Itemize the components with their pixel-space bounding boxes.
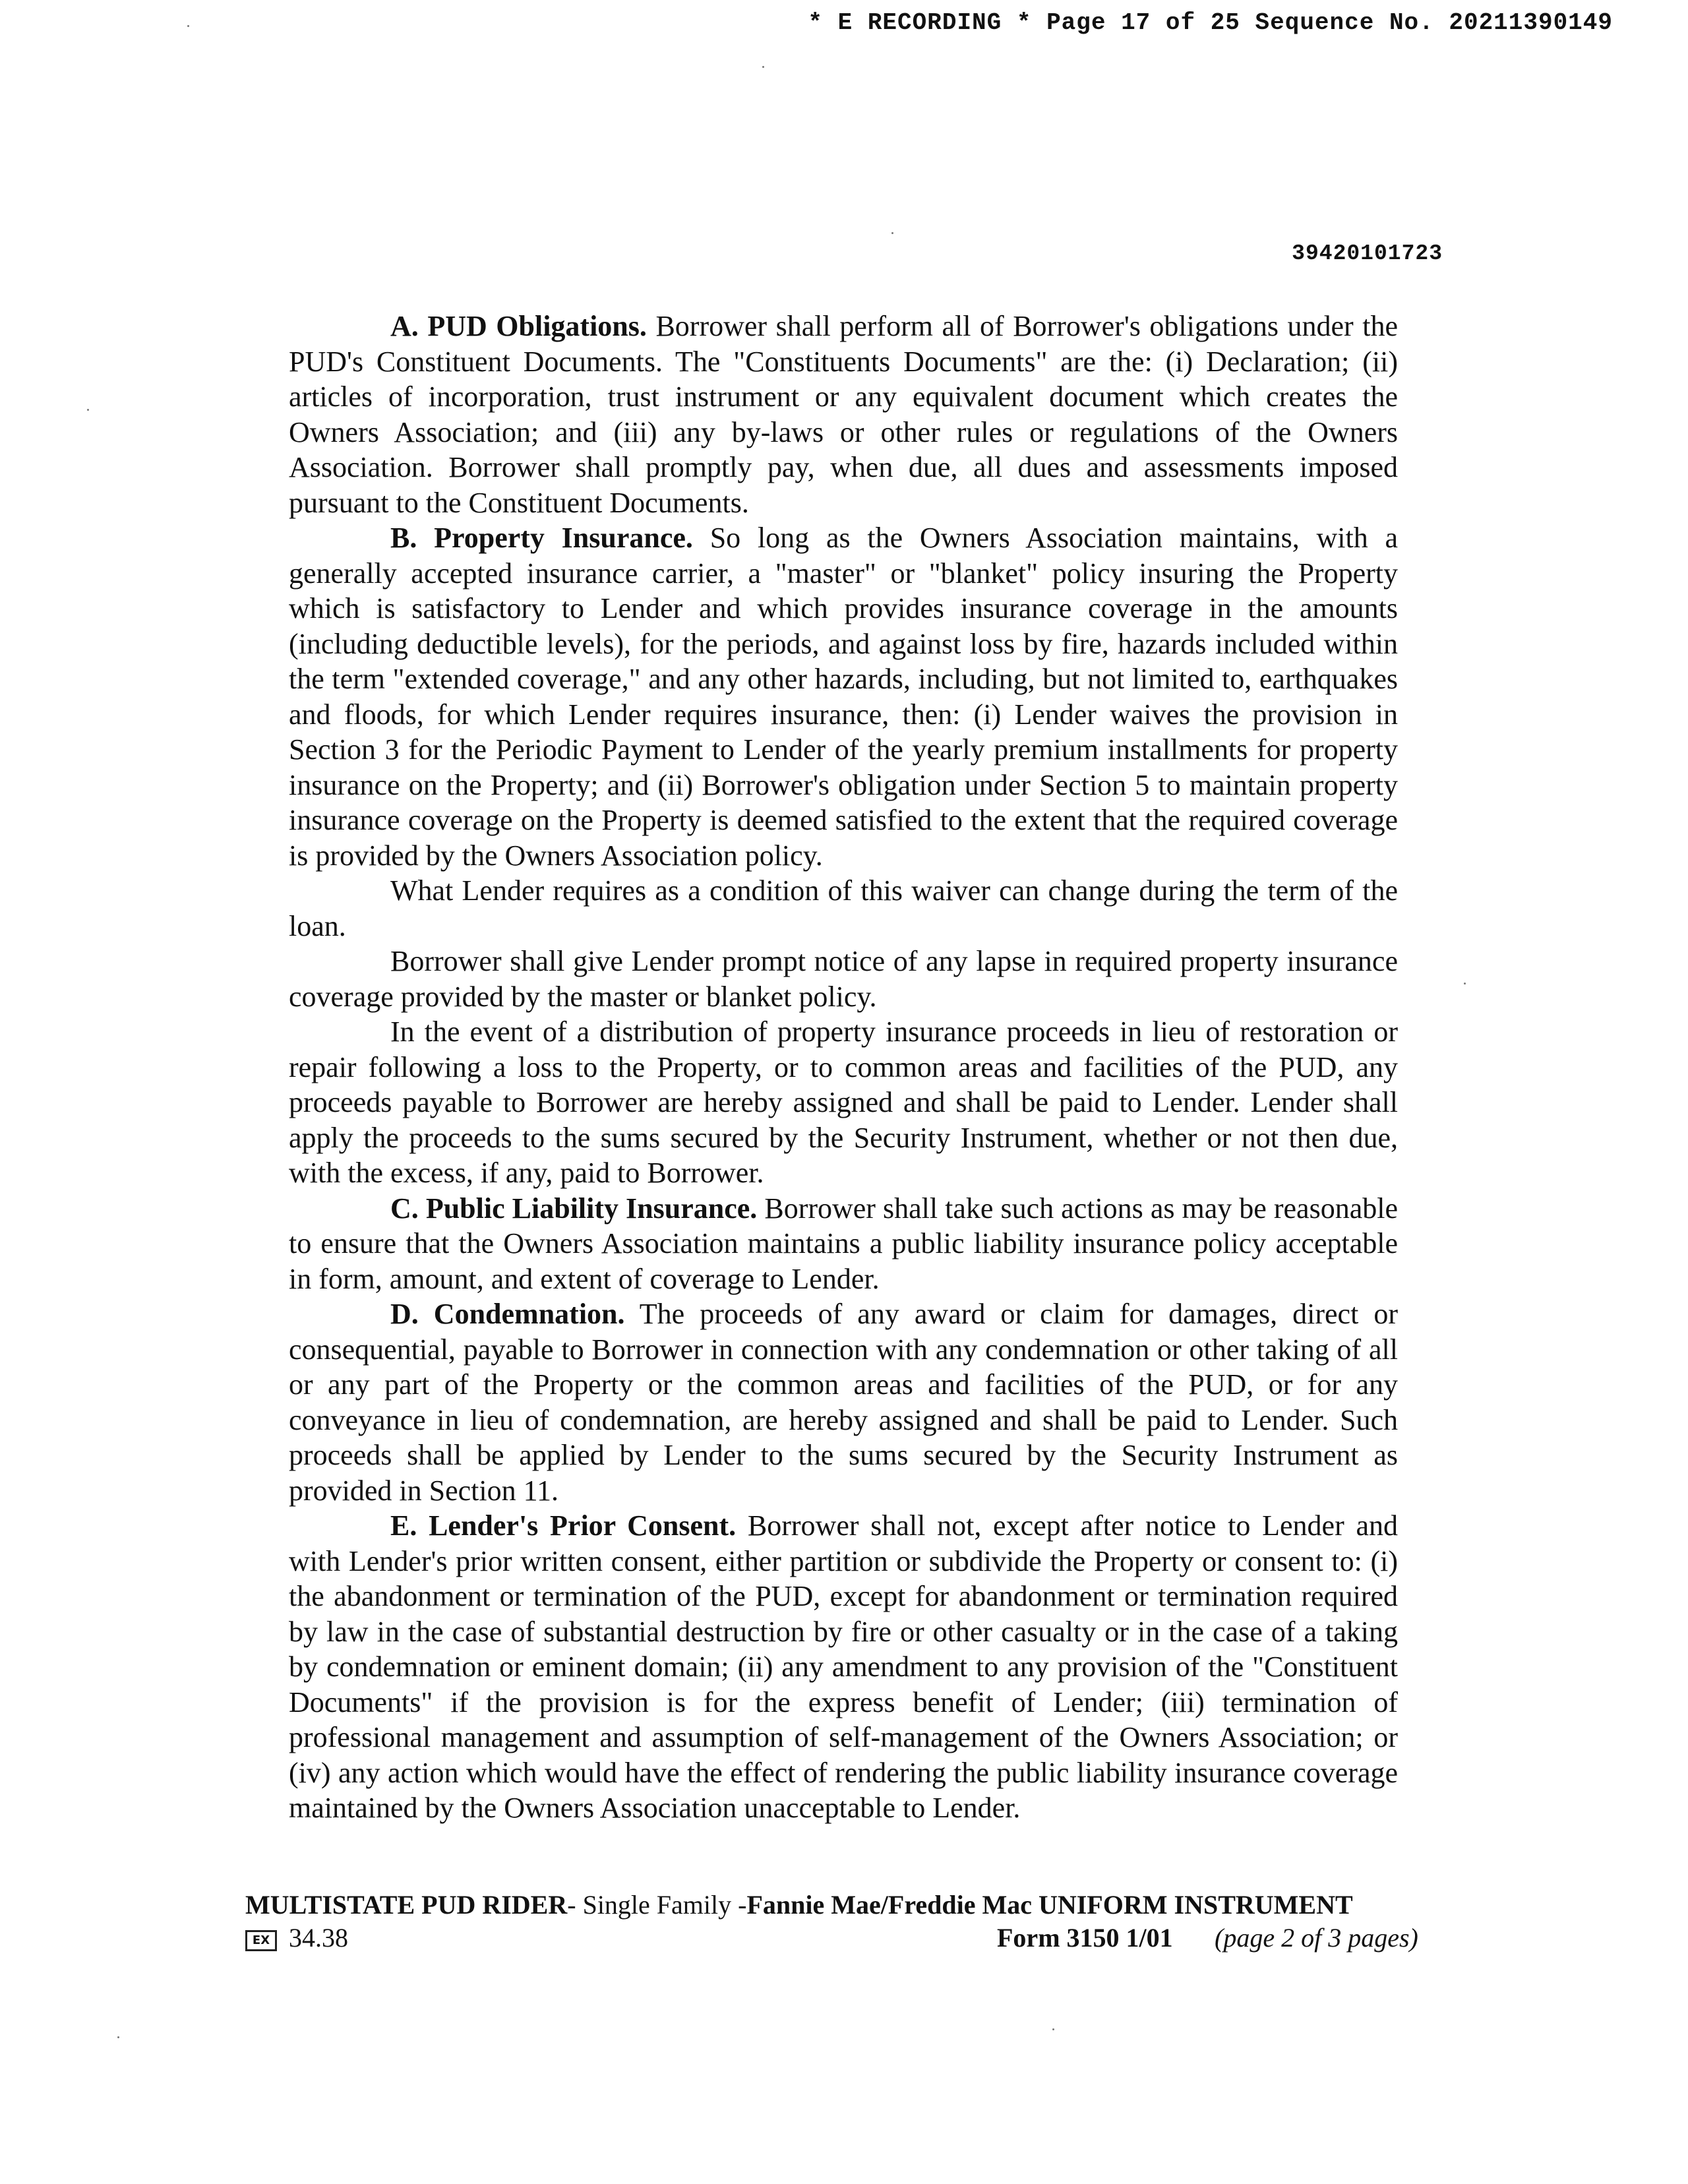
- footer-title-part-2: - Single Family -: [567, 1890, 747, 1920]
- scan-speck: [117, 2036, 119, 2038]
- scan-speck: [891, 232, 893, 234]
- section-e-heading: E. Lender's Prior Consent.: [390, 1509, 737, 1542]
- scan-speck: [87, 409, 89, 411]
- section-b-heading: B. Property Insurance.: [390, 522, 693, 554]
- section-b-paragraph: [289, 520, 1398, 873]
- section-a-heading: A. PUD Obligations.: [390, 310, 647, 342]
- section-c-paragraph: [289, 1191, 1398, 1297]
- section-d-paragraph: [289, 1296, 1398, 1508]
- footer-title-part-1: MULTISTATE PUD RIDER: [245, 1890, 568, 1920]
- section-b-proceeds-paragraph: In the event of a distribution of property insurance proceeds in lieu of restoration or repair following a loss to the Property, or to common areas and facilities of the PUD, any proceeds payable to Borrower are hereby assigned and shall be paid to Lender. Lender shall apply the proceeds to the sums secured by the Security Instrument, whether or not then due, with the excess, if any, paid to Borrower.: [289, 1016, 1398, 1189]
- scan-speck: [1464, 983, 1466, 985]
- scan-speck: [762, 66, 764, 68]
- footer-title: [245, 1889, 1451, 1922]
- section-c-text: Borrower shall take such actions as may be reasonable to ensure that the Owners Association maintains a public liability insurance policy acceptable in form, amount, and extent of coverage to Lender.: [289, 1192, 1398, 1295]
- form-version: 34.38: [289, 1923, 348, 1953]
- rider-body: [289, 309, 1398, 1826]
- section-b-waiver-paragraph: What Lender requires as a condition of this waiver can change during the term of the loan.: [289, 874, 1398, 942]
- section-c-heading: C. Public Liability Insurance.: [390, 1192, 758, 1225]
- form-id: Form 3150 1/01: [997, 1923, 1173, 1953]
- footer-title-part-3: Fannie Mae/Freddie Mac UNIFORM INSTRUMENT: [746, 1890, 1353, 1920]
- page-info: (page 2 of 3 pages): [1215, 1923, 1418, 1953]
- section-b-notice-paragraph: Borrower shall give Lender prompt notice of any lapse in required property insurance coverage provided by the master or blanket policy.: [289, 945, 1398, 1013]
- recording-stamp: * E RECORDING * Page 17 of 25 Sequence No. 20211390149: [808, 9, 1613, 36]
- section-e-text: Borrower shall not, except after notice to Lender and with Lender's prior written consent, either partition or subdivide the Property or consent to: (i) the abandonment or termination of the PUD, except for abandonment or termination required by law in the case of substantial destruction by fire or other casualty or in the case of a taking by condemnation or eminent domain; (ii) any amendment to any provision of the "Constituent Documents" if the provision is for the express benefit of Lender; (iii) termination of professional management and assumption of self-management of the Owners Association; or (iv) any action which would have the effect of rendering the public liability insurance coverage maintained by the Owners Association unacceptable to Lender.: [289, 1509, 1398, 1824]
- document-number: 39420101723: [1292, 241, 1443, 266]
- section-d-text: The proceeds of any award or claim for damages, direct or consequential, payable to Borrower in connection with any condemnation or other taking of all or any part of the Property or the common areas and facilities of the PUD, or for any conveyance in lieu of condemnation, are hereby assigned and shall be paid to Lender. Such proceeds shall be applied by Lender to the sums secured by the Security Instrument as provided in Section 11.: [289, 1298, 1398, 1507]
- scan-speck: [187, 25, 189, 27]
- ex-form-icon: EX: [245, 1930, 277, 1951]
- form-footer: [245, 1889, 1451, 1957]
- section-e-paragraph: [289, 1508, 1398, 1826]
- section-a-paragraph: [289, 309, 1398, 520]
- section-a-text: Borrower shall perform all of Borrower's obligations under the PUD's Constituent Documents. The "Constituents Documents" are the: (i) Declaration; (ii) articles of incorporation, trust instrument or any equivalent document which creates the Owners Association; and (iii) any by-laws or other rules or regulations of the Owners Association. Borrower shall promptly pay, when due, all dues and assessments imposed pursuant to the Constituent Documents.: [289, 310, 1398, 519]
- footer-meta: [245, 1922, 1451, 1957]
- section-b-text: So long as the Owners Association maintains, with a generally accepted insurance carrier, a "master" or "blanket" policy insuring the Property which is satisfactory to Lender and which provides insurance coverage in the amounts (including deductible levels), for the periods, and against loss by fire, hazards included within the term "extended coverage," and any other hazards, including, but not limited to, earthquakes and floods, for which Lender requires insurance, then: (i) Lender waives the provision in Section 3 for the Periodic Payment to Lender of the yearly premium installments for property insurance on the Property; and (ii) Borrower's obligation under Section 5 to maintain property insurance coverage on the Property is deemed satisfied to the extent that the required coverage is provided by the Owners Association policy.: [289, 522, 1398, 872]
- section-d-heading: D. Condemnation.: [390, 1298, 625, 1330]
- scan-speck: [1052, 2028, 1054, 2030]
